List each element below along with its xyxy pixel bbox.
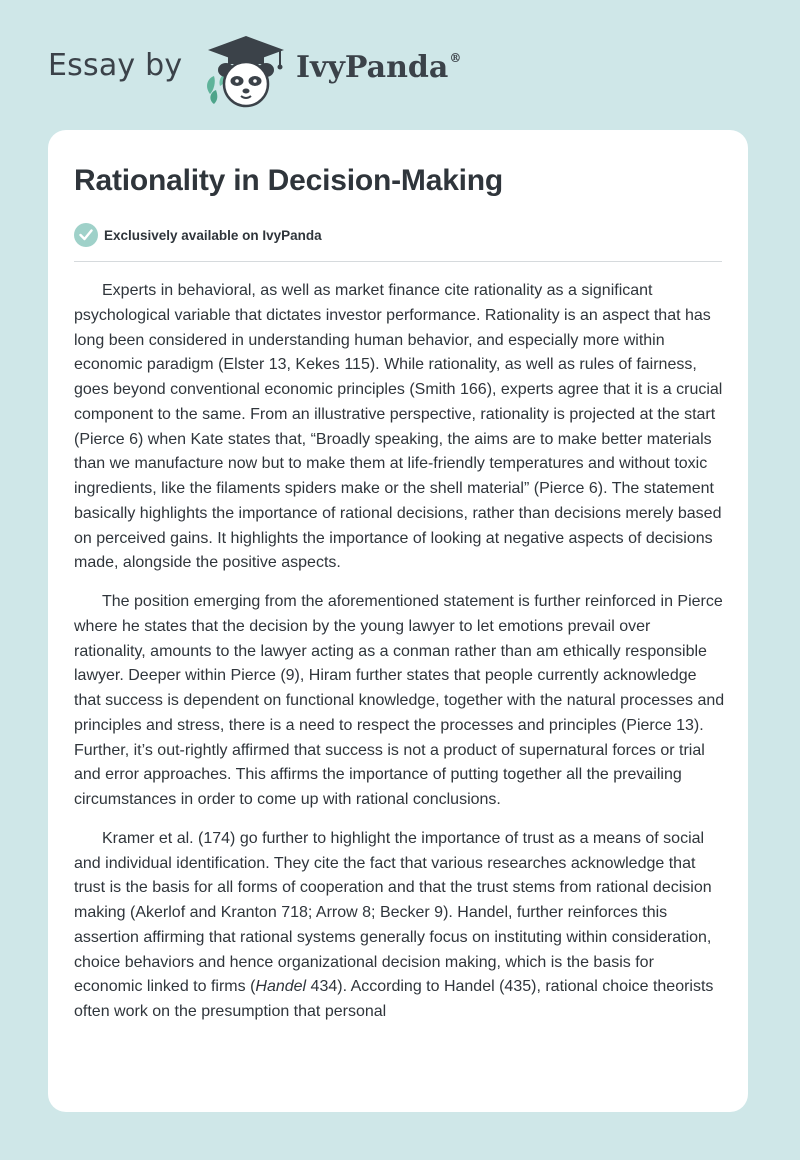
paragraph-2: The position emerging from the aforementioned statement is further reinforced in Pierce where he states that the decision by the young lawyer to let emotions prevail over rationality, amounts to the lawyer acting as a conman rather than am ethically responsible lawyer. Deeper within Pierce (9), Hiram further states that people currently acknowledge that success is dependent on functional knowledge, together with the natural processes and principles and stress, there is a need to respect the processes and principles (Pierce 13). Further, it’s out-rightly affirmed that success is not a product of supernatural forces or trial and error approaches. This affirms the importance of putting together all the prevailing circumstances in order to come up with rational conclusions.: [74, 593, 725, 808]
registered-mark: ®: [449, 51, 462, 65]
divider: [74, 261, 722, 262]
ivypanda-brand-name[interactable]: IvyPanda®: [296, 50, 462, 85]
exclusive-badge: [74, 222, 322, 248]
essay-card: [48, 130, 748, 1112]
check-icon: [74, 223, 98, 247]
paragraph-3-text-before: Kramer et al. (174) go further to highlight the importance of trust as a means of social and individual identification. They cite the fact that various researches acknowledge that trust is the basis for all forms of cooperation and that the trust stems from rational decision making (Akerlof and Kranton 718; Arrow 8; Becker 9). Handel, further reinforces this assertion affirming that rational systems generally focus on instituting within consideration, choice behaviors and hence organizational decision making, which is the basis for economic linked to firms (: [74, 829, 712, 996]
exclusive-badge-text: Exclusively available on IvyPanda: [104, 227, 322, 243]
essay-body: [74, 279, 726, 1039]
ivypanda-logo-icon[interactable]: [200, 34, 292, 108]
essay-by-label: Essay by: [48, 48, 183, 83]
paragraph-3-text-after: 434). According to Handel (435), rational choice theorists often work on the presumption that personal: [74, 978, 714, 1020]
paragraph-1: Experts in behavioral, as well as market finance cite rationality as a significant psychological variable that dictates investor performance. Rationality is an aspect that has long been considered in understanding human behavior, and especially more within economic paradigm (Elster 13, Kekes 115). While rationality, as well as rules of fairness, goes beyond conventional economic principles (Smith 166), experts agree that it is a crucial component to the same. From an illustrative perspective, rationality is projected at the start (Pierce 6) when Kate states that, “Broadly speaking, the aims are to make better materials than we manufacture now but to make them at life-friendly temperatures and without toxic ingredients, like the filaments spiders make or the shell material” (Pierce 6). The statement basically highlights the importance of rational decisions, rather than decisions merely based on perceived gains. It highlights the importance of looking at negative aspects of decisions made, alongside the positive aspects.: [74, 282, 723, 572]
paragraph-3-italic-citation: Handel: [255, 978, 307, 996]
site-header: [0, 0, 800, 130]
page-title: Rationality in Decision-Making: [74, 164, 504, 197]
paragraph-3: [74, 827, 726, 1025]
